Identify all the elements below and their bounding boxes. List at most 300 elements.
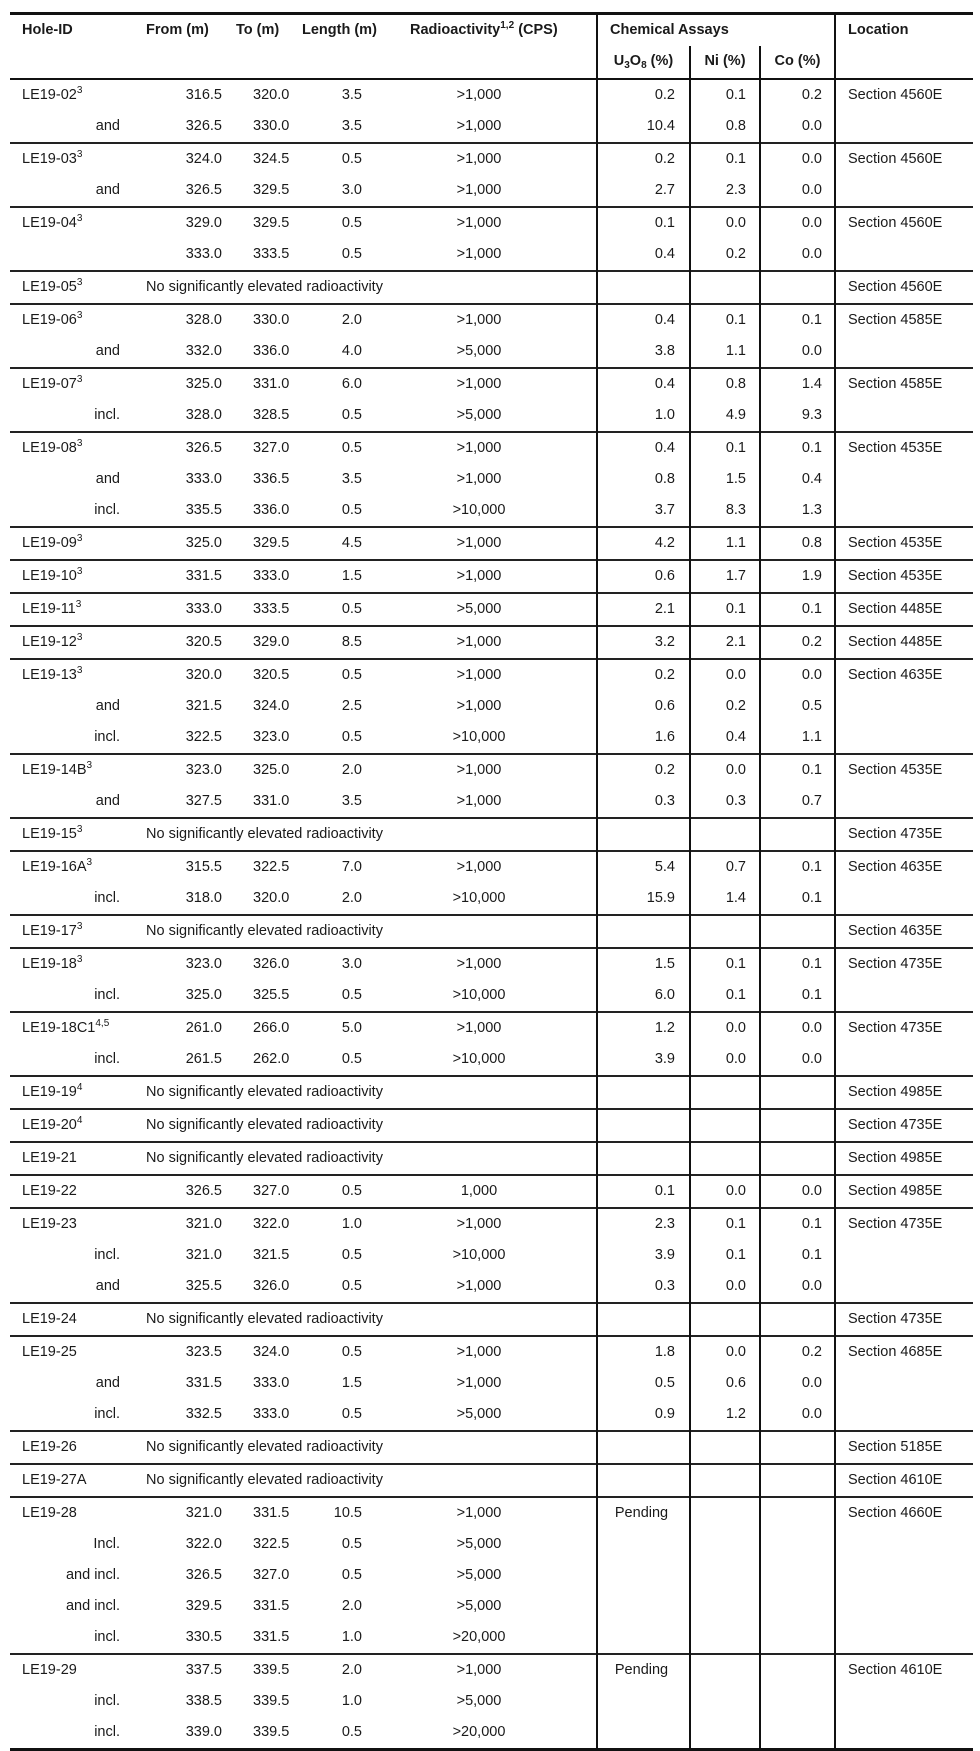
radioactivity-value: >1,000	[400, 948, 597, 980]
to-value: 324.5	[232, 143, 294, 175]
co-value	[760, 1529, 835, 1560]
hole-id-cell	[10, 304, 134, 336]
length-value: 0.5	[341, 1406, 362, 1422]
radioactivity-value: >1,000	[400, 659, 597, 691]
hole-id-cell	[10, 754, 134, 786]
co-value: 0.0	[760, 1175, 835, 1208]
interval-qualifier: incl.	[94, 890, 120, 906]
location-value: Section 4735E	[835, 1208, 973, 1240]
radioactivity-value: >10,000	[452, 1247, 506, 1263]
u3o8-value: 0.4	[597, 239, 690, 271]
radioactivity-value: >5,000	[456, 1693, 502, 1709]
ni-value: 0.1	[690, 143, 760, 175]
from-value: 316.5	[134, 79, 232, 111]
to-value: 328.5	[253, 407, 290, 423]
table-row	[10, 1622, 973, 1654]
to-value: 330.0	[253, 118, 290, 134]
u3o8-value: 0.3	[597, 1271, 690, 1303]
ni-value: 0.1	[690, 304, 760, 336]
length-value: 1.5	[294, 560, 400, 593]
u3o8-value: 1.5	[597, 948, 690, 980]
table-row	[10, 948, 973, 980]
u3o8-value	[597, 1431, 690, 1464]
location-value	[835, 1271, 973, 1303]
from-value: 331.5	[134, 560, 232, 593]
location-value	[835, 464, 973, 495]
u3o8-value: 3.2	[597, 626, 690, 659]
ni-value	[690, 1076, 760, 1109]
ni-value	[690, 1303, 760, 1336]
location-value: Section 5185E	[835, 1431, 973, 1464]
header-hole-id: Hole-ID	[10, 14, 134, 80]
hole-id: LE19-17	[22, 923, 77, 939]
table-row	[10, 207, 973, 239]
location-value: Section 4985E	[835, 1175, 973, 1208]
hole-id-cell	[10, 1654, 134, 1686]
location-value: Section 4735E	[835, 1109, 973, 1142]
table-row	[10, 851, 973, 883]
from-value: 323.5	[134, 1336, 232, 1368]
co-value: 1.1	[760, 722, 835, 754]
ni-value: 0.0	[690, 1175, 760, 1208]
header-to: To (m)	[232, 14, 294, 80]
table-body	[10, 79, 973, 1750]
location-value	[835, 883, 973, 915]
to-value: 330.0	[232, 304, 294, 336]
hole-id-cell	[10, 432, 134, 464]
length-value: 1.0	[294, 1208, 400, 1240]
co-value: 0.1	[760, 754, 835, 786]
location-value: Section 4735E	[835, 1303, 973, 1336]
location-value	[835, 1560, 973, 1591]
hole-id-footnote: 3	[76, 277, 83, 288]
ni-value: 0.1	[690, 948, 760, 980]
to-value: 324.0	[232, 1336, 294, 1368]
ni-value: 1.1	[690, 336, 760, 368]
to-value: 324.0	[253, 698, 290, 714]
u3o8-value: 2.1	[597, 593, 690, 626]
hole-id-footnote: 3	[76, 954, 83, 965]
u3o8-value: 2.7	[597, 175, 690, 207]
no-radioactivity-note: No significantly elevated radioactivity	[134, 1303, 597, 1336]
table-row	[10, 1336, 973, 1368]
interval-qualifier: and	[95, 118, 120, 134]
ni-value	[690, 1431, 760, 1464]
to-value: 327.0	[232, 432, 294, 464]
location-value: Section 4560E	[835, 207, 973, 239]
ni-value	[690, 1717, 760, 1750]
to-value: 262.0	[253, 1051, 290, 1067]
co-value: 9.3	[760, 400, 835, 432]
assay-status: Pending	[597, 1497, 690, 1529]
no-radioactivity-note: No significantly elevated radioactivity	[134, 915, 597, 948]
ni-value: 2.1	[690, 626, 760, 659]
radioactivity-value: >1,000	[400, 1497, 597, 1529]
interval-qualifier: and	[95, 1278, 120, 1294]
co-value	[760, 271, 835, 304]
co-value	[760, 1303, 835, 1336]
co-value: 0.0	[760, 111, 835, 143]
to-value: 331.5	[232, 1497, 294, 1529]
hole-id-cell	[10, 626, 134, 659]
hole-id: LE19-12	[22, 634, 77, 650]
ni-value: 0.0	[690, 1271, 760, 1303]
length-value: 3.5	[294, 79, 400, 111]
to-value: 320.0	[232, 79, 294, 111]
u3o8-value: 1.6	[597, 722, 690, 754]
hole-id-cell	[10, 659, 134, 691]
co-value: 0.2	[760, 1336, 835, 1368]
ni-value	[690, 271, 760, 304]
interval-qualifier: incl.	[10, 1717, 134, 1750]
table-row	[10, 1109, 973, 1142]
hole-id-cell	[10, 851, 134, 883]
location-value	[835, 1591, 973, 1622]
location-value	[835, 722, 973, 754]
ni-value: 0.3	[690, 786, 760, 818]
location-value	[835, 111, 973, 143]
u3o8-u: U	[613, 53, 625, 69]
ni-value: 0.1	[690, 1240, 760, 1271]
to-value: 331.5	[253, 1629, 290, 1645]
ni-value: 0.0	[690, 1336, 760, 1368]
length-value: 2.5	[341, 698, 362, 714]
from-value: 325.5	[185, 1278, 222, 1294]
length-value: 2.0	[341, 1598, 362, 1614]
radioactivity-value: >1,000	[400, 1654, 597, 1686]
ni-value: 0.0	[690, 659, 760, 691]
location-value: Section 4985E	[835, 1142, 973, 1175]
u3o8-sub3: 3	[624, 60, 630, 71]
hole-id-cell	[10, 593, 134, 626]
interval-qualifier: incl.	[94, 1693, 120, 1709]
header-radioactivity-footnote: 1,2	[500, 20, 515, 31]
from-value: 330.5	[185, 1629, 222, 1645]
from-value: 326.5	[185, 182, 222, 198]
ni-value: 1.4	[690, 883, 760, 915]
location-value	[835, 1622, 973, 1654]
to-value: 266.0	[232, 1012, 294, 1044]
co-value: 0.1	[760, 432, 835, 464]
co-value: 0.2	[760, 79, 835, 111]
co-value: 0.0	[760, 1368, 835, 1399]
u3o8-value	[597, 1109, 690, 1142]
interval-qualifier: incl.	[94, 987, 120, 1003]
from-value: 320.5	[134, 626, 232, 659]
u3o8-value: 0.4	[597, 432, 690, 464]
to-value: 336.5	[253, 471, 290, 487]
from-value: 337.5	[134, 1654, 232, 1686]
radioactivity-value: >1,000	[400, 851, 597, 883]
location-value: Section 4985E	[835, 1076, 973, 1109]
hole-id: LE19-14B	[22, 762, 87, 778]
interval-qualifier: and	[95, 343, 120, 359]
co-value	[760, 915, 835, 948]
from-value: 324.0	[134, 143, 232, 175]
ni-value	[690, 818, 760, 851]
co-value	[760, 1654, 835, 1686]
hole-id-cell	[10, 1464, 134, 1497]
from-value: 333.0	[185, 246, 222, 262]
location-value	[835, 691, 973, 722]
from-value: 323.0	[134, 754, 232, 786]
u3o8-value	[597, 1591, 690, 1622]
to-value: 323.0	[253, 729, 290, 745]
radioactivity-value: >1,000	[400, 207, 597, 239]
to-value: 331.5	[253, 1598, 290, 1614]
u3o8-o: O	[629, 53, 642, 69]
co-value	[760, 1717, 835, 1750]
u3o8-value	[597, 1529, 690, 1560]
radioactivity-value: >20,000	[452, 1629, 506, 1645]
length-value: 0.5	[294, 1175, 400, 1208]
radioactivity-value: 1,000	[400, 1175, 597, 1208]
hole-id-footnote: 3	[76, 310, 83, 321]
table-row	[10, 175, 973, 207]
hole-id: LE19-09	[22, 535, 77, 551]
hole-id-cell	[10, 818, 134, 851]
u3o8-value: 2.3	[597, 1208, 690, 1240]
hole-id-cell	[10, 207, 134, 239]
hole-id: LE19-18C1	[22, 1020, 96, 1036]
radioactivity-value: >5,000	[456, 407, 502, 423]
to-value: 333.5	[253, 246, 290, 262]
table-row	[10, 1271, 973, 1303]
from-value: 327.5	[185, 793, 222, 809]
header-chemical-assays: Chemical Assays	[597, 14, 835, 47]
location-value: Section 4635E	[835, 851, 973, 883]
length-value: 0.5	[341, 246, 362, 262]
radioactivity-value: >5,000	[456, 1598, 502, 1614]
radioactivity-value: >1,000	[456, 471, 502, 487]
co-value	[760, 1686, 835, 1717]
radioactivity-value: >1,000	[400, 304, 597, 336]
ni-value: 0.2	[690, 691, 760, 722]
length-value: 0.5	[341, 407, 362, 423]
length-value: 0.5	[294, 593, 400, 626]
radioactivity-value: >1,000	[400, 143, 597, 175]
hole-id-footnote: 3	[86, 760, 93, 771]
table-row	[10, 304, 973, 336]
radioactivity-value: >10,000	[452, 729, 506, 745]
location-value	[835, 1686, 973, 1717]
to-value: 331.0	[232, 368, 294, 400]
location-value: Section 4485E	[835, 626, 973, 659]
from-value: 321.0	[134, 1497, 232, 1529]
co-value: 0.0	[760, 336, 835, 368]
location-value: Section 4685E	[835, 1336, 973, 1368]
co-value	[760, 1497, 835, 1529]
table-header	[10, 14, 973, 80]
location-value	[835, 1717, 973, 1750]
radioactivity-value: >5,000	[400, 593, 597, 626]
interval-qualifier: incl.	[94, 1406, 120, 1422]
from-value: 333.0	[134, 593, 232, 626]
radioactivity-value: >1,000	[400, 754, 597, 786]
table-row	[10, 527, 973, 560]
table-row	[10, 1012, 973, 1044]
co-value	[760, 1622, 835, 1654]
hole-id: LE19-24	[22, 1311, 77, 1327]
table-row	[10, 1431, 973, 1464]
hole-id-cell	[10, 1208, 134, 1240]
ni-value: 0.1	[690, 1208, 760, 1240]
co-value: 0.2	[760, 626, 835, 659]
table-row	[10, 626, 973, 659]
ni-value: 0.7	[690, 851, 760, 883]
ni-value: 0.1	[690, 79, 760, 111]
interval-qualifier: incl.	[94, 1247, 120, 1263]
hole-id-footnote: 3	[86, 857, 93, 868]
interval-qualifier: incl.	[94, 502, 120, 518]
hole-id-cell	[10, 1336, 134, 1368]
length-value: 1.0	[341, 1693, 362, 1709]
length-value: 0.5	[294, 659, 400, 691]
u3o8-value: 0.2	[597, 754, 690, 786]
length-value: 3.5	[341, 793, 362, 809]
to-value: 320.0	[253, 890, 290, 906]
no-radioactivity-note: No significantly elevated radioactivity	[134, 271, 597, 304]
hole-id: LE19-20	[22, 1117, 77, 1133]
no-radioactivity-note: No significantly elevated radioactivity	[134, 1076, 597, 1109]
from-value: 321.0	[134, 1208, 232, 1240]
u3o8-value: 0.9	[597, 1399, 690, 1431]
location-value: Section 4560E	[835, 79, 973, 111]
no-radioactivity-note: No significantly elevated radioactivity	[134, 1109, 597, 1142]
ni-value	[690, 1497, 760, 1529]
from-value: 331.5	[185, 1375, 222, 1391]
radioactivity-value: >1,000	[400, 432, 597, 464]
ni-value: 0.8	[690, 368, 760, 400]
drill-results-table	[10, 12, 973, 1751]
from-value: 318.0	[185, 890, 222, 906]
location-value	[835, 400, 973, 432]
co-value	[760, 1431, 835, 1464]
u3o8-value	[597, 1142, 690, 1175]
length-value: 3.5	[341, 471, 362, 487]
from-value: 321.0	[185, 1247, 222, 1263]
u3o8-value	[597, 271, 690, 304]
hole-id-cell	[10, 1431, 134, 1464]
table-row	[10, 593, 973, 626]
from-value: 339.0	[134, 1717, 232, 1750]
co-value: 0.7	[760, 786, 835, 818]
to-value: 339.5	[232, 1654, 294, 1686]
radioactivity-value: >1,000	[456, 182, 502, 198]
interval-qualifier: Incl.	[93, 1536, 120, 1552]
hole-id: LE19-10	[22, 568, 77, 584]
length-value: 0.5	[294, 1336, 400, 1368]
table-row	[10, 659, 973, 691]
table-row	[10, 1560, 973, 1591]
from-value: 261.0	[134, 1012, 232, 1044]
location-value: Section 4735E	[835, 818, 973, 851]
location-value	[835, 1240, 973, 1271]
location-value	[835, 1529, 973, 1560]
hole-id-cell	[10, 79, 134, 111]
hole-id-footnote: 3	[76, 665, 83, 676]
length-value: 0.5	[294, 207, 400, 239]
table-row	[10, 464, 973, 495]
co-value: 0.1	[760, 980, 835, 1012]
u3o8-value	[597, 1303, 690, 1336]
u3o8-value: 1.2	[597, 1012, 690, 1044]
to-value: 339.5	[253, 1693, 290, 1709]
from-value: 326.5	[185, 1567, 222, 1583]
u3o8-value: 0.5	[597, 1368, 690, 1399]
length-value: 0.5	[341, 1536, 362, 1552]
to-value: 331.0	[253, 793, 290, 809]
ni-value: 1.5	[690, 464, 760, 495]
ni-value	[690, 1142, 760, 1175]
from-value: 338.5	[185, 1693, 222, 1709]
co-value: 0.1	[760, 851, 835, 883]
table-row	[10, 754, 973, 786]
co-value	[760, 1560, 835, 1591]
table-row	[10, 1464, 973, 1497]
u3o8-value: 0.4	[597, 304, 690, 336]
co-value: 0.5	[760, 691, 835, 722]
location-value: Section 4585E	[835, 304, 973, 336]
ni-value	[690, 1686, 760, 1717]
to-value: 322.0	[232, 1208, 294, 1240]
assay-status: Pending	[597, 1654, 690, 1686]
co-value: 0.0	[760, 143, 835, 175]
to-value: 327.0	[232, 1175, 294, 1208]
table-row	[10, 883, 973, 915]
hole-id: LE19-08	[22, 440, 77, 456]
hole-id: LE19-16A	[22, 859, 87, 875]
co-value	[760, 818, 835, 851]
location-value	[835, 239, 973, 271]
hole-id: LE19-06	[22, 312, 77, 328]
u3o8-value: 0.2	[597, 659, 690, 691]
table-row	[10, 1717, 973, 1750]
location-value: Section 4660E	[835, 1497, 973, 1529]
table-row	[10, 1175, 973, 1208]
length-value: 3.5	[341, 118, 362, 134]
co-value: 0.1	[760, 948, 835, 980]
co-value: 1.4	[760, 368, 835, 400]
hole-id: LE19-11	[22, 601, 76, 617]
hole-id-footnote: 3	[76, 374, 83, 385]
ni-value: 0.1	[690, 980, 760, 1012]
co-value: 1.9	[760, 560, 835, 593]
table-row	[10, 1142, 973, 1175]
u3o8-value	[597, 1464, 690, 1497]
ni-value: 0.2	[690, 239, 760, 271]
u3o8-value: 0.1	[597, 1175, 690, 1208]
length-value: 0.5	[341, 1051, 362, 1067]
table-row	[10, 691, 973, 722]
hole-id: LE19-28	[22, 1505, 77, 1521]
ni-value: 1.1	[690, 527, 760, 560]
no-radioactivity-note: No significantly elevated radioactivity	[134, 818, 597, 851]
location-value	[835, 1399, 973, 1431]
table-row	[10, 368, 973, 400]
hole-id-cell	[10, 1109, 134, 1142]
length-value: 0.5	[294, 1717, 400, 1750]
length-value: 0.5	[341, 987, 362, 1003]
to-value: 333.0	[253, 1375, 290, 1391]
hole-id-footnote: 3	[76, 824, 83, 835]
radioactivity-value: >1,000	[456, 698, 502, 714]
location-value	[835, 495, 973, 527]
radioactivity-value: >1,000	[456, 1375, 502, 1391]
hole-id: LE19-07	[22, 376, 77, 392]
table-row	[10, 1686, 973, 1717]
location-value: Section 4485E	[835, 593, 973, 626]
